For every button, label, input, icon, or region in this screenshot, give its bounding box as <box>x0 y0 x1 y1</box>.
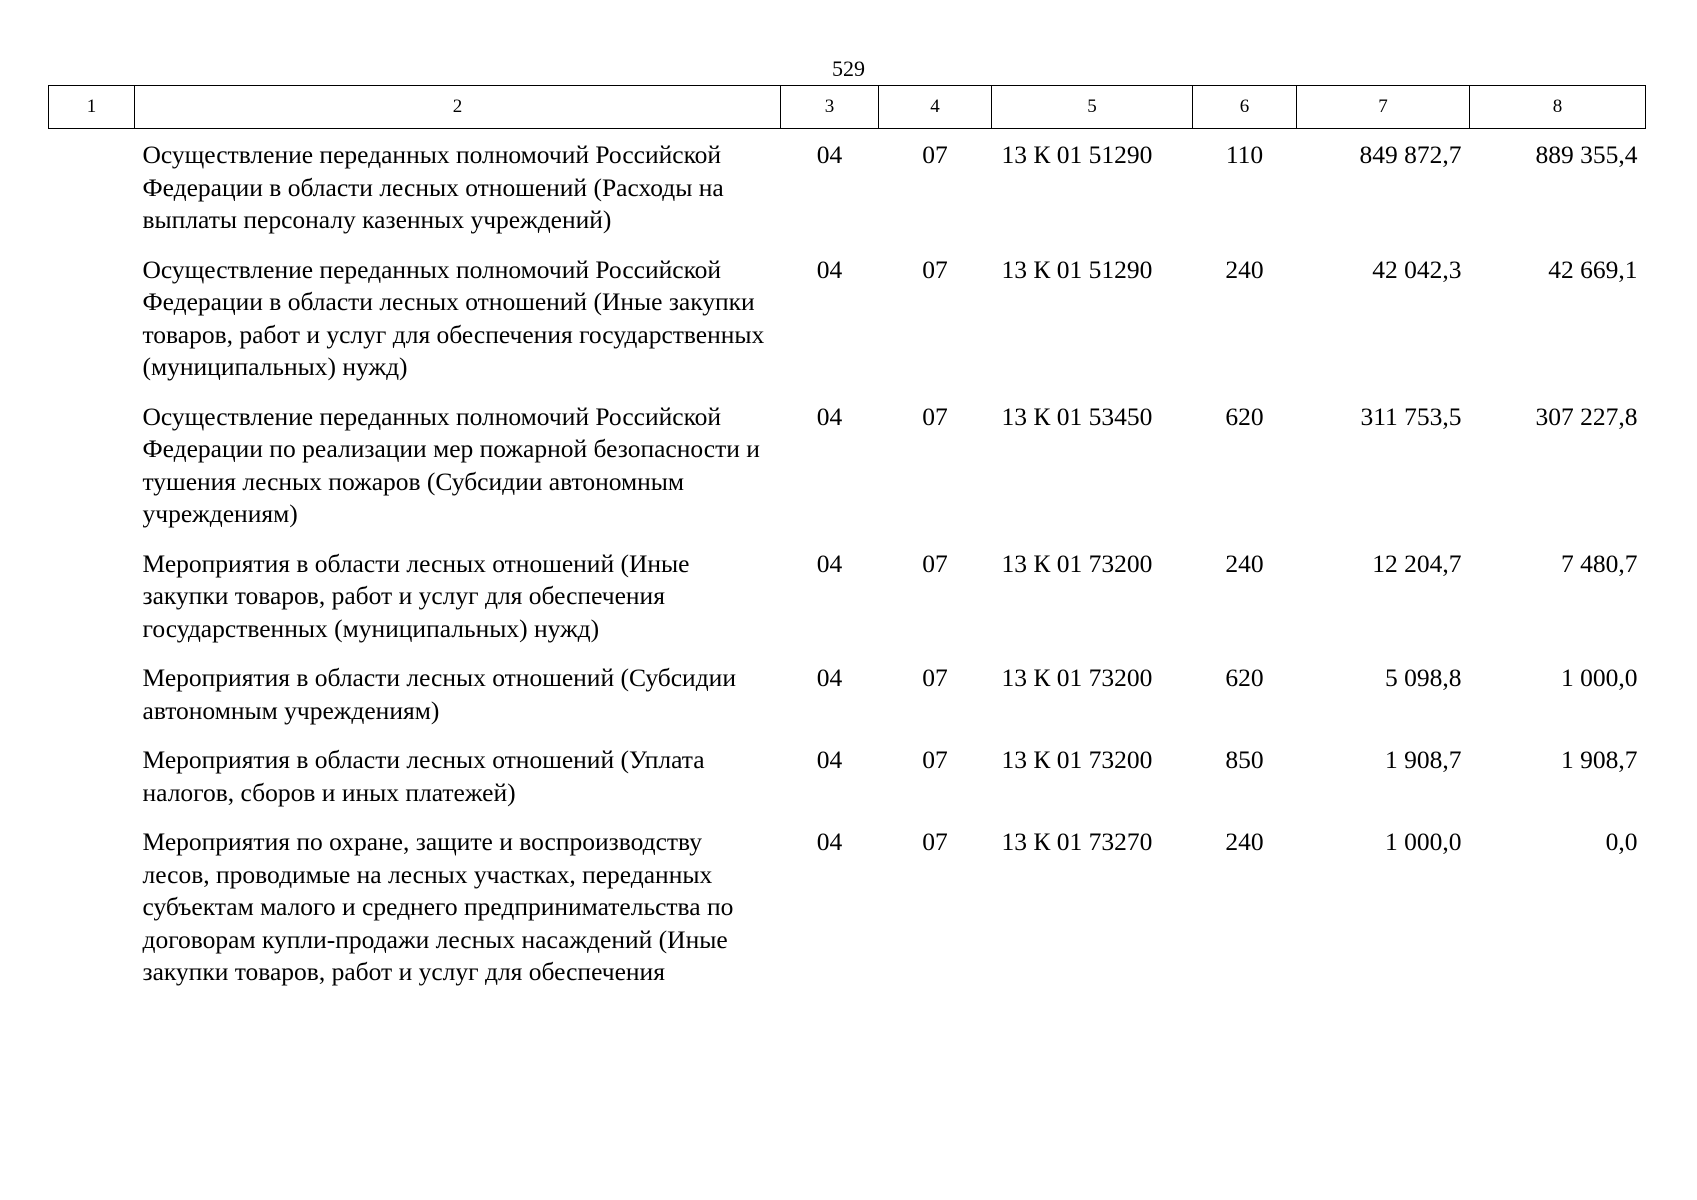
row-amount-col7: 1 908,7 <box>1385 745 1462 774</box>
row-section-code: 04 <box>816 745 843 774</box>
row-expense-type-code: 240 <box>1225 254 1264 284</box>
table-row <box>49 129 1646 246</box>
column-header-5: 5 <box>992 86 1193 129</box>
row-description: Мероприятия по охране, защите и воспроизводству лесов, проводимые на лесных участках, переданных субъектам малого и среднего предпринимательства по договорам купли-продажи лесных насаждений (Иные закупки товаров, работ и услуг для обеспечения <box>142 827 734 986</box>
row-section-code: 04 <box>816 401 843 431</box>
header-row <box>49 86 1646 129</box>
row-target-article-code: 13 К 01 73270 <box>1001 827 1153 856</box>
row-subsection-code: 07 <box>922 548 948 578</box>
row-expense-type-code: 110 <box>1225 140 1264 169</box>
row-target-article-code: 13 К 01 51290 <box>1001 140 1153 169</box>
table-row <box>49 818 1646 998</box>
row-description: Осуществление переданных полномочий Российской Федерации в области лесных отношений (Иные закупки товаров, работ и услуг для обеспечения государственных (муниципальных) нужд) <box>142 254 765 381</box>
row-description: Осуществление переданных полномочий Российской Федерации в области лесных отношений (Расходы на выплаты персоналу казенных учреждений) <box>142 140 724 234</box>
row-amount-col8: 1 000,0 <box>1561 663 1638 692</box>
row-subsection-code: 07 <box>922 745 948 774</box>
column-header-3: 3 <box>781 86 879 129</box>
table-row <box>49 393 1646 540</box>
row-section-code: 04 <box>816 663 843 692</box>
row-amount-col7: 1 000,0 <box>1385 827 1462 856</box>
page-number: 529 <box>832 56 865 81</box>
table-row <box>49 736 1646 818</box>
row-amount-col8: 889 355,4 <box>1535 140 1638 169</box>
column-header-7: 7 <box>1297 86 1470 129</box>
row-expense-type-code: 240 <box>1225 548 1264 578</box>
row-amount-col8: 7 480,7 <box>1561 548 1638 578</box>
row-col1 <box>49 818 135 998</box>
column-number-header <box>49 86 1646 129</box>
column-header-6: 6 <box>1193 86 1297 129</box>
row-col1 <box>49 129 135 246</box>
column-header-8: 8 <box>1470 86 1646 129</box>
row-description: Мероприятия в области лесных отношений (Субсидии автономным учреждениям) <box>142 663 736 725</box>
row-col1 <box>49 736 135 818</box>
row-subsection-code: 07 <box>922 663 948 692</box>
row-col1 <box>49 393 135 540</box>
row-amount-col7: 12 204,7 <box>1372 548 1462 578</box>
row-expense-type-code: 850 <box>1225 745 1264 774</box>
row-description: Мероприятия в области лесных отношений (Уплата налогов, сборов и иных платежей) <box>142 745 705 807</box>
table-body <box>49 129 1646 998</box>
row-subsection-code: 07 <box>922 254 948 284</box>
row-amount-col8: 0,0 <box>1605 827 1638 856</box>
column-header-2: 2 <box>135 86 781 129</box>
row-target-article-code: 13 К 01 73200 <box>1001 663 1153 692</box>
row-subsection-code: 07 <box>922 401 948 431</box>
row-expense-type-code: 620 <box>1225 401 1264 431</box>
row-expense-type-code: 240 <box>1225 827 1264 856</box>
row-amount-col8: 42 669,1 <box>1548 254 1638 284</box>
table-row <box>49 654 1646 736</box>
row-target-article-code: 13 К 01 51290 <box>1001 254 1153 284</box>
row-target-article-code: 13 К 01 53450 <box>1001 401 1153 431</box>
row-col1 <box>49 540 135 655</box>
row-description: Осуществление переданных полномочий Российской Федерации по реализации мер пожарной безопасности и тушения лесных пожаров (Субсидии автономным учреждениям) <box>142 401 760 528</box>
row-section-code: 04 <box>816 827 843 856</box>
row-section-code: 04 <box>816 140 843 169</box>
row-amount-col8: 1 908,7 <box>1561 745 1638 774</box>
row-section-code: 04 <box>816 254 843 284</box>
row-amount-col7: 42 042,3 <box>1372 254 1462 284</box>
row-subsection-code: 07 <box>922 827 948 856</box>
row-amount-col7: 5 098,8 <box>1385 663 1462 692</box>
table-row <box>49 540 1646 655</box>
row-expense-type-code: 620 <box>1225 663 1264 692</box>
row-target-article-code: 13 К 01 73200 <box>1001 745 1153 774</box>
row-col1 <box>49 654 135 736</box>
row-description: Мероприятия в области лесных отношений (Иные закупки товаров, работ и услуг для обеспечения государственных (муниципальных) нужд) <box>142 548 690 643</box>
budget-table <box>48 85 1646 998</box>
row-section-code: 04 <box>816 548 843 578</box>
table-row <box>49 246 1646 393</box>
column-header-4: 4 <box>879 86 992 129</box>
row-amount-col7: 311 753,5 <box>1360 401 1462 431</box>
column-header-1: 1 <box>49 86 135 129</box>
row-target-article-code: 13 К 01 73200 <box>1001 548 1153 578</box>
row-col1 <box>49 246 135 393</box>
row-subsection-code: 07 <box>922 140 948 169</box>
row-amount-col7: 849 872,7 <box>1359 140 1462 169</box>
row-amount-col8: 307 227,8 <box>1535 401 1638 431</box>
